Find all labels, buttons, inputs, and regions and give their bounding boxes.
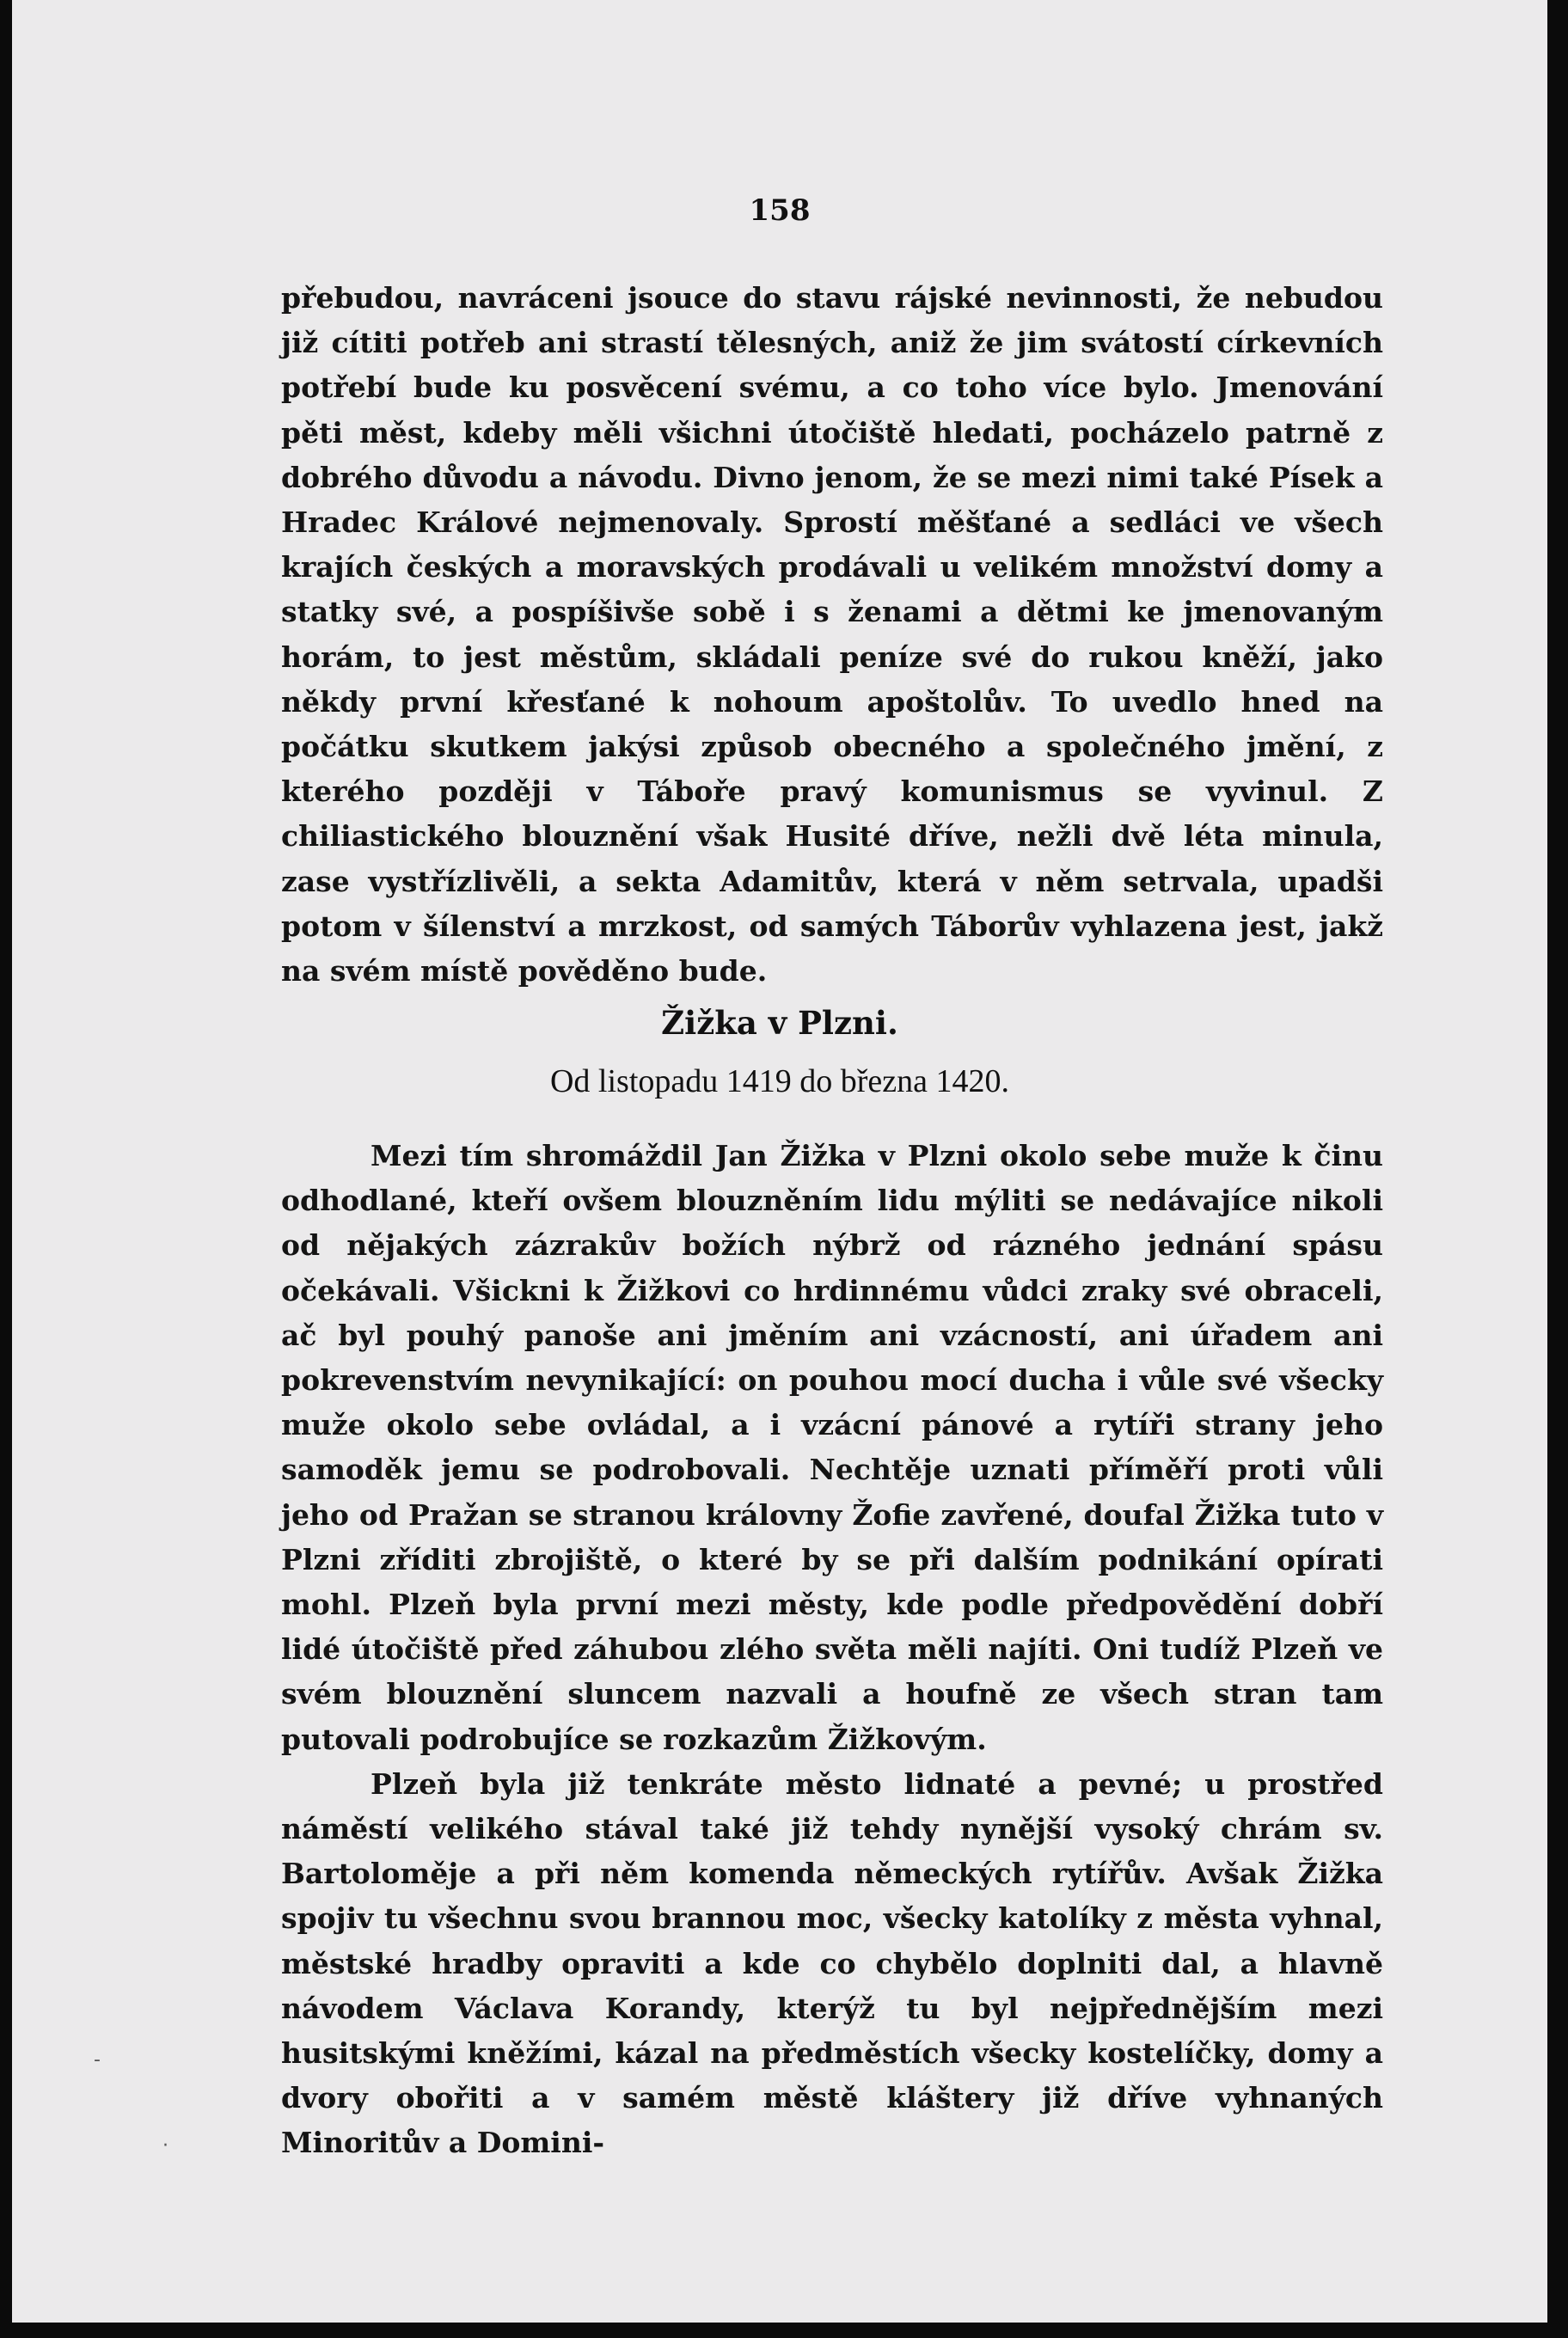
section-title: Žižka v Plzni. (661, 1004, 898, 1042)
section-body (281, 1134, 1383, 2166)
continuation-text (281, 276, 1383, 994)
page-number: 158 (749, 193, 811, 228)
page-speck: · (162, 2135, 168, 2157)
section-subtitle: Od listopadu 1419 do března 1420. (549, 1063, 1010, 1099)
paragraph: Plzeň byla již tenkráte město lidnaté a pevné; u prostřed náměstí velikého stával také již tehdy nynější vysoký chrám sv. Bartoloměje a při něm komenda německých rytířův. Avšak Žižka spojiv tu všechnu svou brannou moc, všecky katolíky z města vyhnal, městské hradby opraviti a kde co chybělo doplniti dal, a hlavně návodem Václava Korandy, kterýž tu byl nejpřednějším mezi husitskými kněžími, kázal na předměstích všecky kostelíčky, domy a dvory obořiti a v samém městě kláštery již dříve vyhnaných Minoritův a Domini- (281, 1766, 1383, 2160)
book-page (12, 0, 1547, 2323)
page-speck: - (94, 2049, 101, 2071)
paragraph: přebudou, navráceni jsouce do stavu rájské nevinnosti, že nebudou již cítiti potřeb ani strastí tělesných, aniž že jim svátostí církevních potřebí bude ku posvěcení svému, a co toho více bylo. Jmenování pěti měst, kdeby měli všichni útočiště hledati, pocházelo patrně z dobrého důvodu a návodu. Divno jenom, že se mezi nimi také Písek a Hradec Králové nejmenovaly. Sprostí měšťané a sedláci ve všech krajích českých a moravských prodávali u velikém množství domy a statky své, a pospíšivše sobě i s ženami a dětmi ke jmenovaným horám, to jest městům, skládali peníze své do rukou kněží, jako někdy první křesťané k nohoum apoštolův. To uvedlo hned na počátku skutkem jakýsi způsob obecného a společného jmění, z kterého později v Táboře pravý komunismus se vyvinul. Z chiliastického blouznění však Husité dříve, nežli dvě léta minula, zase vystřízlivěli, a sekta Adamitův, která v něm setrvala, upadši potom v šílenství a mrzkost, od samých Táborův vyhlazena jest, jakž na svém místě pověděno bude. (281, 281, 1383, 988)
paragraph: Mezi tím shromáždil Jan Žižka v Plzni okolo sebe muže k činu odhodlané, kteří ovšem blouzněním lidu mýliti se nedávajíce nikoli od nějakých zázrakův božích nýbrž od rázného jednání spásu očekávali. Všickni k Žižkovi co hrdinnému vůdci zraky své obraceli, ač byl pouhý panoše ani jměním ani vzácností, ani úřadem ani pokrevenstvím nevynikající: on pouhou mocí ducha i vůle své všecky muže okolo sebe ovládal, a i vzácní pánové a rytíři strany jeho samoděk jemu se podrobovali. Nechtěje uznati příměří proti vůli jeho od Pražan se stranou královny Žofie zavřené, doufal Žižka tuto v Plzni zříditi zbrojiště, o které by se při dalším podnikání opírati mohl. Plzeň byla první mezi městy, kde podle předpovědění dobří lidé útočiště před záhubou zlého světa měli najíti. Oni tudíž Plzeň ve svém blouznění sluncem nazvali a houfně ze všech stran tam putovali podrobujíce se rozkazům Žižkovým. (281, 1139, 1383, 1756)
